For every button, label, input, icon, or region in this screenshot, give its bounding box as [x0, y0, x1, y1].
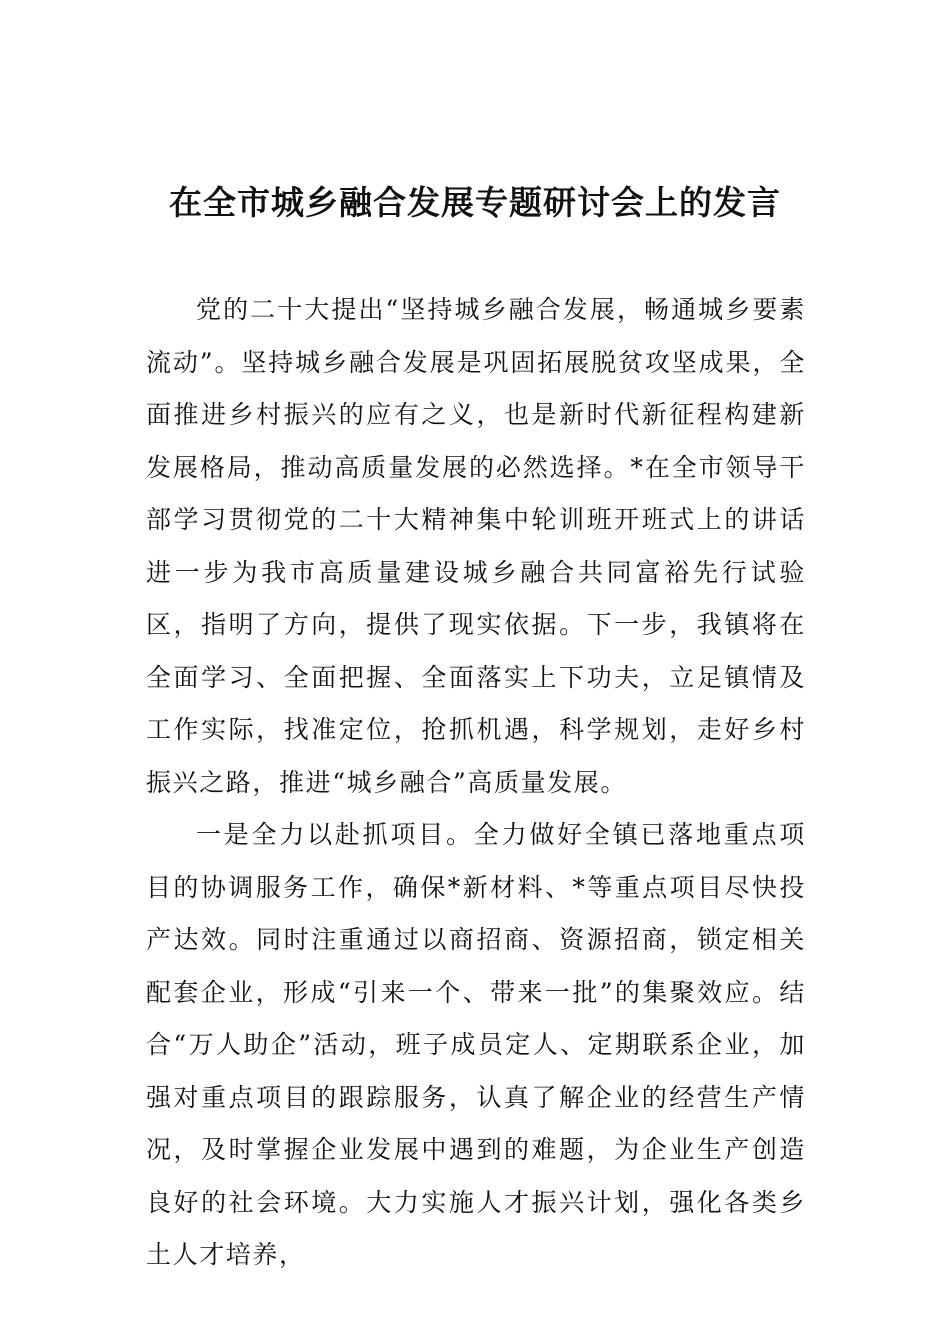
document-body — [146, 284, 806, 1282]
document-title: 在全市城乡融合发展专题研讨会上的发言 — [169, 183, 781, 223]
paragraph-projects: 一是全力以赴抓项目。全力做好全镇已落地重点项目的协调服务工作，确保*新材料、*等重点项目尽快投产达效。同时注重通过以商招商、资源招商，锁定相关配套企业，形成“引来一个、带来一批”的集聚效应。结合“万人助企”活动，班子成员定人、定期联系企业，加强对重点项目的跟踪服务，认真了解企业的经营生产情况，及时掌握企业发展中遇到的难题，为企业生产创造良好的社会环境。大力实施人才振兴计划，强化各类乡土人才培养， — [146, 820, 806, 1269]
paragraph-intro: 党的二十大提出“坚持城乡融合发展，畅通城乡要素流动”。坚持城乡融合发展是巩固拓展脱贫攻坚成果，全面推进乡村振兴的应有之义，也是新时代新征程构建新发展格局，推动高质量发展的必然选择。*在全市领导干部学习贯彻党的二十大精神集中轮训班开班式上的讲话进一步为我市高质量建设城乡融合共同富裕先行试验区，指明了方向，提供了现实依据。下一步，我镇将在全面学习、全面把握、全面落实上下功夫，立足镇情及工作实际，找准定位，抢抓机遇，科学规划，走好乡村振兴之路，推进“城乡融合”高质量发展。 — [146, 295, 806, 797]
